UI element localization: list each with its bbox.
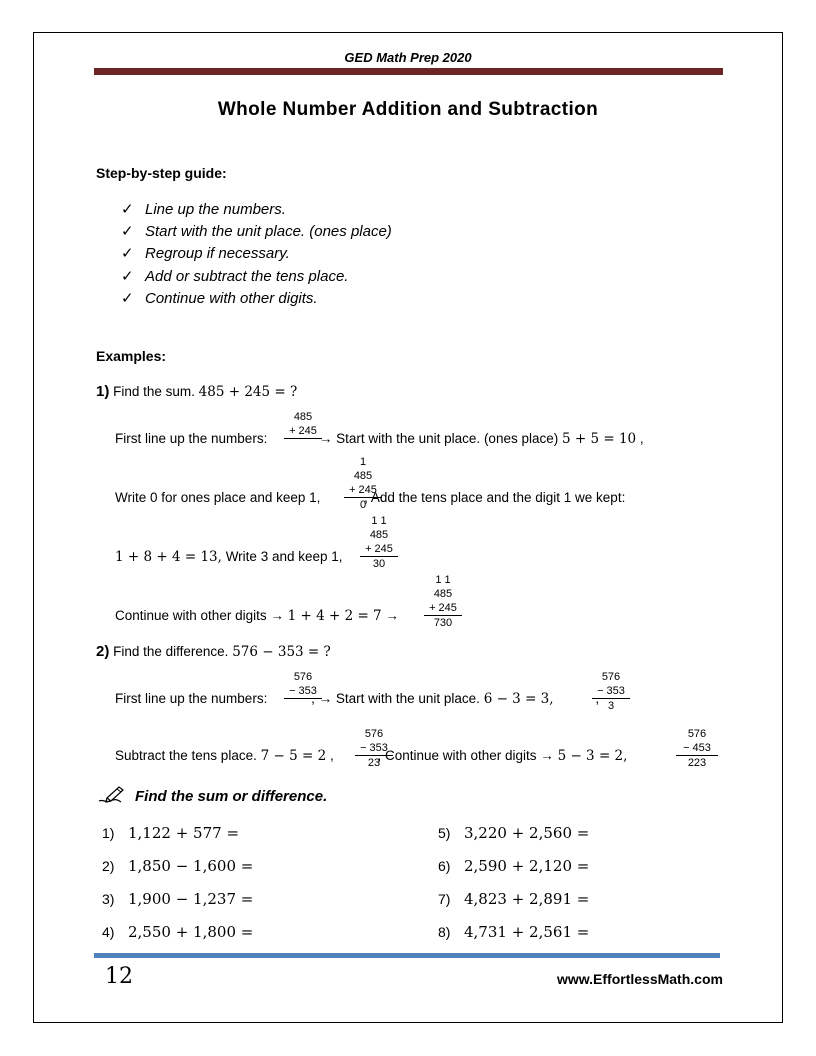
exercise-item: 2) 1,850 − 1,600 = <box>102 857 254 875</box>
book-header: GED Math Prep 2020 <box>344 50 472 65</box>
exercise-item: 1) 1,122 + 577 = <box>102 824 240 842</box>
column-stack: 485 + 245 <box>284 410 322 439</box>
checkmark-icon: ✓ <box>121 223 134 240</box>
column-stack: 576 − 353 3 <box>592 670 630 713</box>
guide-step: ✓ Regroup if necessary. <box>121 245 290 262</box>
exercise-item: 4) 2,550 + 1,800 = <box>102 923 254 941</box>
column-stack: 576 − 353 <box>284 670 322 699</box>
checkmark-icon: ✓ <box>121 201 134 218</box>
example-number: 1) <box>96 383 110 400</box>
exercise-item: 7) 4,823 + 2,891 = <box>438 890 590 908</box>
exercise-item: 6) 2,590 + 2,120 = <box>438 857 590 875</box>
column-stack: 1 485 + 245 0 <box>344 455 382 512</box>
page-number: 12 <box>105 964 133 989</box>
column-stack: 576 − 353 23 <box>355 727 393 770</box>
example-2-line-1: First line up the numbers: , → Start with the unit place. 6 − 3 = 3, , <box>115 691 600 707</box>
pencil-writing-icon <box>97 784 127 806</box>
example-1-line-3: 1 + 8 + 4 = 13, Write 3 and keep 1, <box>115 549 343 565</box>
exercise-item: 3) 1,900 − 1,237 = <box>102 890 254 908</box>
example-1-prompt: 1) Find the sum. 485 + 245 = ? <box>96 383 298 400</box>
page-title: Whole Number Addition and Subtraction <box>217 99 599 120</box>
example-2-line-2: Subtract the tens place. 7 − 5 = 2 , , Continue with other digits → 5 − 3 = 2, <box>115 748 628 764</box>
column-stack: 1 1 485 + 245 730 <box>424 573 462 630</box>
examples-heading: Examples: <box>96 348 167 364</box>
guide-heading: Step-by-step guide: <box>96 165 227 181</box>
exercise-item: 5) 3,220 + 2,560 = <box>438 824 590 842</box>
website-link[interactable]: www.EffortlessMath.com <box>557 971 723 987</box>
guide-step: ✓ Continue with other digits. <box>121 290 318 307</box>
guide-step: ✓ Line up the numbers. <box>121 201 286 218</box>
header-rule <box>94 68 723 75</box>
exercise-heading: Find the sum or difference. <box>135 788 328 805</box>
example-2-prompt: 2) Find the difference. 576 − 353 = ? <box>96 643 331 660</box>
column-stack: 576 − 453 223 <box>676 727 718 770</box>
checkmark-icon: ✓ <box>121 290 134 307</box>
example-1-line-4: Continue with other digits → 1 + 4 + 2 = 7 → <box>115 608 399 624</box>
footer-rule <box>94 953 720 958</box>
checkmark-icon: ✓ <box>121 268 134 285</box>
example-1-line-2: Write 0 for ones place and keep 1, , Add the tens place and the digit 1 we kept: <box>115 490 626 505</box>
example-1-line-1: First line up the numbers: → Start with the unit place. (ones place) 5 + 5 = 10 , <box>115 431 644 447</box>
guide-step: ✓ Add or subtract the tens place. <box>121 268 349 285</box>
guide-step: ✓ Start with the unit place. (ones place) <box>121 223 392 240</box>
column-stack: 1 1 485 + 245 30 <box>360 514 398 571</box>
checkmark-icon: ✓ <box>121 245 134 262</box>
exercise-item: 8) 4,731 + 2,561 = <box>438 923 590 941</box>
example-number: 2) <box>96 643 110 660</box>
